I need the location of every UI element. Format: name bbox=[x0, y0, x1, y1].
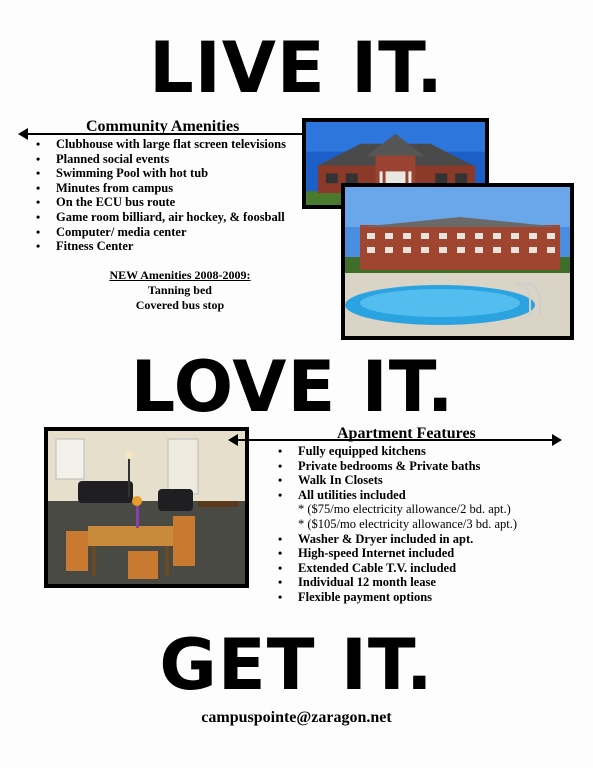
list-item: • Individual 12 month lease bbox=[270, 575, 517, 590]
list-item: • Walk In Closets bbox=[270, 473, 517, 488]
list-item: • Fully equipped kitchens bbox=[270, 444, 517, 459]
list-item: • On the ECU bus route bbox=[28, 195, 286, 210]
electricity-note: * ($75/mo electricity allowance/2 bd. apt.) bbox=[298, 502, 511, 517]
pool-photo bbox=[341, 183, 574, 340]
list-item: • Game room billiard, air hockey, & foosball bbox=[28, 210, 286, 225]
community-amenities-title: Community Amenities bbox=[86, 118, 240, 135]
list-item: • Extended Cable T.V. included bbox=[270, 561, 517, 576]
headline-live-it: LIVE IT. bbox=[149, 27, 444, 109]
list-item: • Fitness Center bbox=[28, 239, 286, 254]
headline-get-it: GET IT. bbox=[159, 624, 434, 706]
list-item: • Swimming Pool with hot tub bbox=[28, 166, 286, 181]
list-item: • All utilities included bbox=[270, 488, 517, 503]
list-item: • Minutes from campus bbox=[28, 181, 286, 196]
new-amenity-item: Tanning bed bbox=[148, 283, 212, 297]
list-item: • Washer & Dryer included in apt. bbox=[270, 532, 517, 547]
list-item: • Planned social events bbox=[28, 152, 286, 167]
living-room-photo bbox=[44, 427, 249, 588]
list-item: • Private bedrooms & Private baths bbox=[270, 459, 517, 474]
new-amenities bbox=[80, 268, 280, 313]
community-amenities-list bbox=[28, 137, 286, 254]
list-item: • Clubhouse with large flat screen televisions bbox=[28, 137, 286, 152]
headline-love-it: LOVE IT. bbox=[130, 346, 455, 428]
apartment-features-title: Apartment Features bbox=[337, 425, 476, 442]
new-amenities-title: NEW Amenities 2008-2009: bbox=[109, 268, 251, 282]
list-item: • Computer/ media center bbox=[28, 225, 286, 240]
electricity-note: * ($105/mo electricity allowance/3 bd. apt.) bbox=[298, 516, 518, 531]
new-amenity-item: Covered bus stop bbox=[135, 298, 225, 312]
contact-email: campuspointe@zaragon.net bbox=[201, 709, 392, 726]
apartment-features-list bbox=[270, 444, 517, 605]
list-item: • Flexible payment options bbox=[270, 590, 517, 605]
list-item: • High-speed Internet included bbox=[270, 546, 517, 561]
